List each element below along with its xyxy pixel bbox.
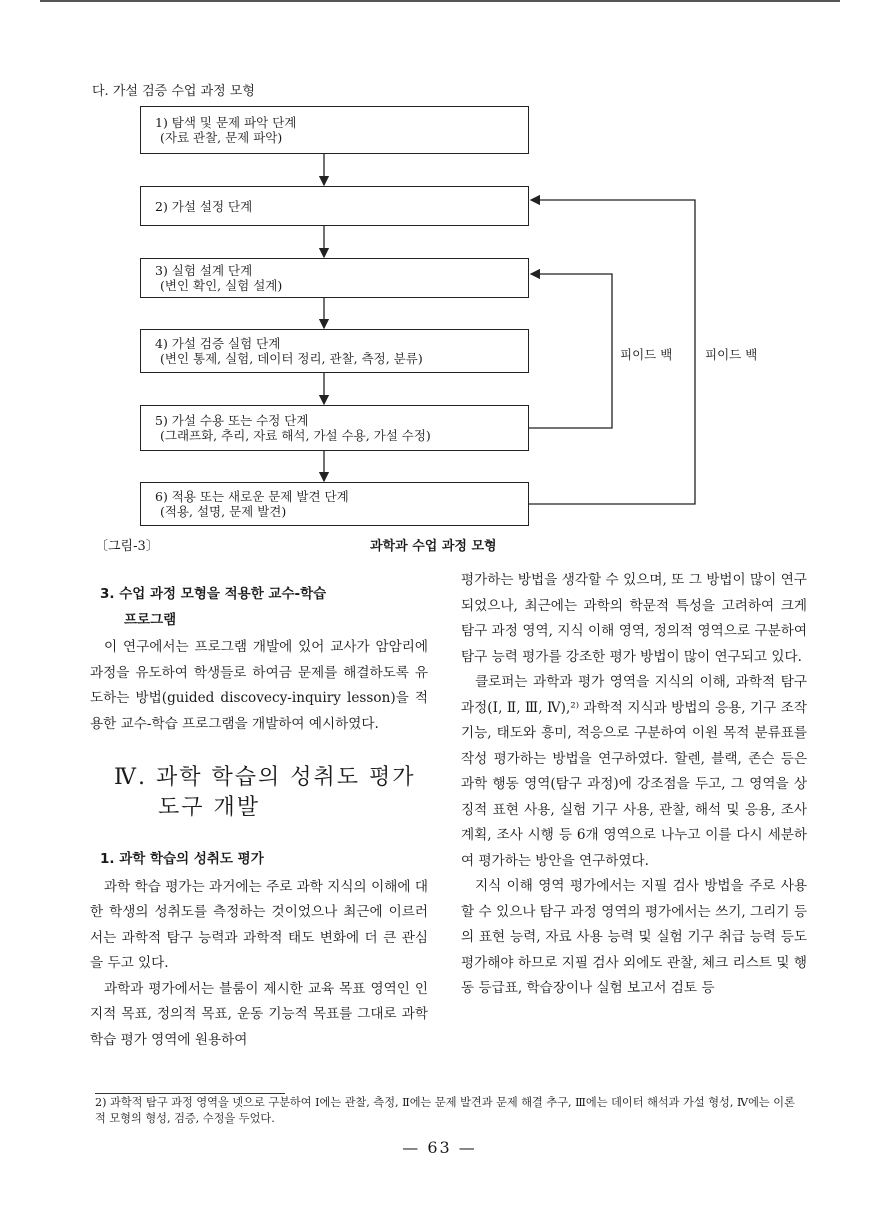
step-1-title: 1) 탐색 및 문제 파악 단계 xyxy=(155,115,297,130)
step-5-detail: (그래프화, 추리, 자료 해석, 가설 수용, 가설 수정) xyxy=(160,428,431,443)
figure-label: 〔그림-3〕 xyxy=(95,539,159,554)
step-2-title: 2) 가설 설정 단계 xyxy=(155,198,253,214)
left-paragraph-2: 과학과 평가에서는 블룸이 제시한 교육 목표 영역인 인지적 목표, 정의적 목표, 운동 기능적 목표를 그대로 과학 학습 평가 영역에 원용하여 xyxy=(90,980,428,1048)
feedback-inner-label: 피이드 백 xyxy=(620,347,673,362)
step-4-title: 4) 가설 검증 실험 단계 xyxy=(155,336,281,351)
diagram-connectors xyxy=(0,0,879,560)
right-paragraph-1: 평가하는 방법을 생각할 수 있으며, 또 그 방법이 많이 연구되었으나, 최근에는 과학의 학문적 특성을 고려하여 크게 탐구 과정 영역, 지식 이해 영역, 정의적 영역으로 구분하여 탐구 능력 평가를 강조한 평가 방법이 많이 연구되고 있다. xyxy=(461,572,807,665)
footnote: 2) 과학적 탐구 과정 영역을 넷으로 구분하여 Ⅰ에는 관찰, 측정, Ⅱ에는 문제 발견과 문제 해결 추구, Ⅲ에는 데이터 해석과 가설 형성, Ⅳ에는 이론적 모형의 형성, 검증, 수정을 두었다. xyxy=(95,1096,795,1125)
left-column xyxy=(90,582,428,1053)
right-column xyxy=(461,568,807,1002)
diagram-title: 다. 가설 검증 수업 과정 모형 xyxy=(92,84,255,99)
chapter-4-heading-line2: 도구 개발 xyxy=(158,795,261,820)
figure-caption: 과학과 수업 과정 모형 xyxy=(370,539,497,554)
page-number: — 63 — xyxy=(402,1138,477,1157)
step-6-detail: (적용, 설명, 문제 발견) xyxy=(160,504,287,519)
left-paragraph-1: 과학 학습 평가는 과거에는 주로 과학 지식의 이해에 대한 학생의 성취도를 측정하는 것이었으나 최근에 이르러서는 과학적 탐구 능력과 과학적 태도 변화에 더 큰 관심을 두고 있다. xyxy=(90,878,428,971)
section-3-heading-line2: 프로그램 xyxy=(124,611,177,628)
chapter-4-heading-line1: Ⅳ. 과학 학습의 성취도 평가 xyxy=(114,765,416,790)
feedback-outer-label: 피이드 백 xyxy=(705,347,758,362)
step-4-detail: (변인 통제, 실험, 데이터 정리, 관찰, 측정, 분류) xyxy=(160,351,423,366)
right-paragraph-2: 클로퍼는 과학과 평가 영역을 지식의 이해, 과학적 탐구 과정(Ⅰ, Ⅱ, Ⅲ, Ⅳ),²⁾ 과학적 지식과 방법의 응용, 기구 조작 기능, 태도와 흥미, 적응으로 구분하여 이원 목적 분류표를 작성 평가하는 방법을 연구하였다. 할렌, 블랙, 존슨 등은 과학 행동 영역(탐구 과정)에 강조점을 두고, 그 영역을 상징적 표현 사용, 실험 기구 사용, 관찰, 해석 및 응용, 조사 계획, 조사 시행 등 6개 영역으로 나누고 이를 다시 세분하여 평가하는 방안을 연구하였다. xyxy=(461,674,807,869)
section-1-heading: 1. 과학 학습의 성취도 평가 xyxy=(100,851,264,867)
footnote-rule xyxy=(95,1093,285,1094)
step-1-detail: (자료 관찰, 문제 파악) xyxy=(160,130,283,145)
right-paragraph-3: 지식 이해 영역 평가에서는 지필 검사 방법을 주로 사용할 수 있으나 탐구 과정 영역의 평가에서는 쓰기, 그리기 등의 표현 능력, 자료 사용 능력 및 실험 기구 취급 능력 등도 평가해야 하므로 지필 검사 외에도 관찰, 체크 리스트 및 행동 등급표, 학습장이나 실험 보고서 검토 등 xyxy=(461,878,807,996)
step-3-detail: (변인 확인, 실험 설계) xyxy=(160,278,283,293)
step-6-title: 6) 적용 또는 새로운 문제 발견 단계 xyxy=(155,489,349,504)
feedback-inner-arrow xyxy=(529,274,612,428)
section-3-paragraph: 이 연구에서는 프로그램 개발에 있어 교사가 암암리에 과정을 유도하여 학생들로 하여금 문제를 해결하도록 유도하는 방법(guided discovecy-inquiry lesson)을 적용한 교수-학습 프로그램을 개발하여 예시하였다. xyxy=(90,639,428,732)
section-3-heading-line1: 3. 수업 과정 모형을 적용한 교수-학습 xyxy=(100,586,327,602)
step-5-title: 5) 가설 수용 또는 수정 단계 xyxy=(155,413,309,428)
step-3-title: 3) 실험 설계 단계 xyxy=(155,263,253,278)
